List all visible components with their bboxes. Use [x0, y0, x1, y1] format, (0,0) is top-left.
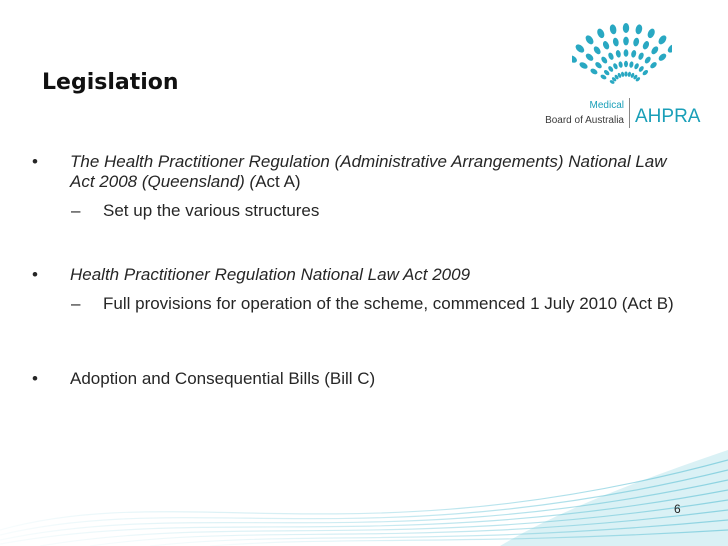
bullet-italic-text: The Health Practitioner Regulation (Administrative Arrangements) National Law Act 2008 (Queensland) (: [70, 152, 667, 191]
wave-decoration: [0, 440, 728, 546]
fan-logo-icon: [572, 18, 672, 96]
bullet-item: [32, 265, 682, 314]
logo-medical-text: Medical: [589, 100, 624, 111]
bullet-text: [32, 369, 682, 389]
page-title: Legislation: [42, 70, 179, 95]
bullet-text: [32, 265, 682, 285]
bullet-plain-text: Adoption and Consequential Bills (Bill C): [70, 369, 376, 388]
bullet-text: [32, 152, 682, 192]
logo-ahpra-text: AHPRA: [635, 106, 701, 127]
bullet-icon: •: [32, 152, 38, 171]
bullet-icon: •: [32, 265, 38, 284]
bullet-item: [32, 152, 682, 221]
logo-board-text: Board of Australia: [545, 115, 624, 126]
sub-bullet-text: Full provisions for operation of the scheme, commenced 1 July 2010 (Act B): [103, 294, 674, 313]
bullet-icon: •: [32, 369, 38, 388]
page-number: 6: [674, 502, 681, 516]
logo: [530, 18, 700, 133]
sub-bullet-text: Set up the various structures: [103, 201, 320, 220]
dash-icon: –: [71, 294, 81, 313]
dash-icon: –: [71, 201, 81, 220]
bullet-plain-text: Act A): [255, 172, 301, 191]
bullet-italic-text: Health Practitioner Regulation National Law Act 2009: [70, 265, 471, 284]
bullet-item: [32, 369, 682, 389]
sub-bullet-item: [32, 201, 682, 221]
logo-divider: [629, 98, 630, 128]
sub-bullet-item: [32, 294, 682, 314]
